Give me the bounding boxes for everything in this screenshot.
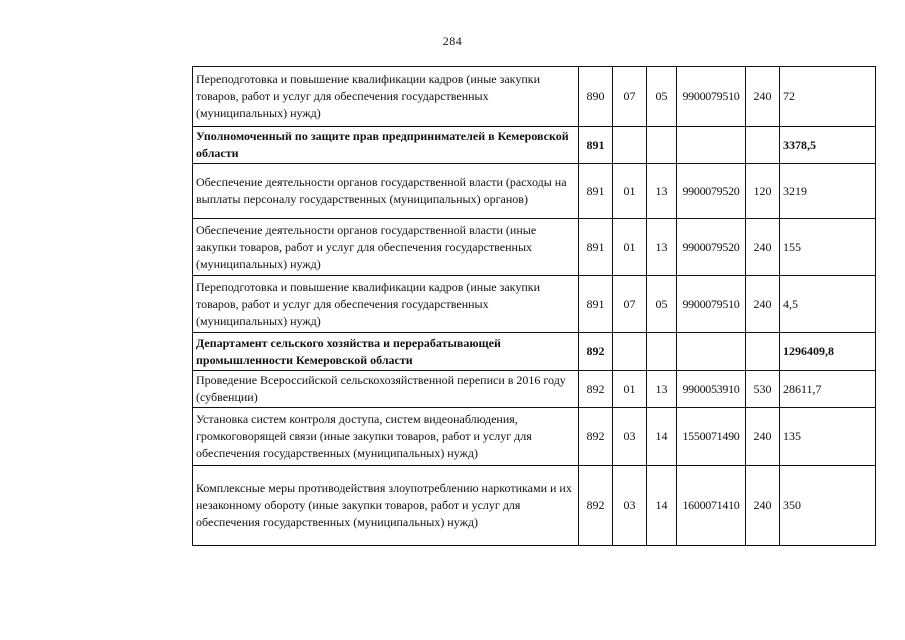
row-subsection: 14 [647, 408, 677, 466]
row-expense-type: 240 [746, 219, 780, 276]
row-name: Проведение Всероссийской сельскохозяйственной переписи в 2016 году (субвенции) [193, 371, 579, 408]
table-row [193, 333, 876, 371]
row-org-code: 892 [579, 371, 613, 408]
row-target-code: 1600071410 [677, 466, 746, 546]
row-name: Переподготовка и повышение квалификации кадров (иные закупки товаров, работ и услуг для обеспечения государственных (муниципальных) нужд) [193, 67, 579, 127]
row-target-code: 9900079520 [677, 164, 746, 219]
row-sum: 155 [780, 219, 876, 276]
row-target-code: 9900079520 [677, 219, 746, 276]
row-subsection: 05 [647, 276, 677, 333]
row-target-code: 9900053910 [677, 371, 746, 408]
row-subsection: 13 [647, 164, 677, 219]
table-row [193, 408, 876, 466]
table-row [193, 276, 876, 333]
row-expense-type: 240 [746, 408, 780, 466]
table-row [193, 67, 876, 127]
row-section: 03 [613, 408, 647, 466]
row-subsection: 13 [647, 219, 677, 276]
row-section: 03 [613, 466, 647, 546]
row-expense-type: 530 [746, 371, 780, 408]
row-org-code: 891 [579, 276, 613, 333]
table-row [193, 127, 876, 164]
row-section: 01 [613, 164, 647, 219]
row-target-code [677, 127, 746, 164]
row-name: Комплексные меры противодействия злоупотреблению наркотиками и их незаконному обороту (иные закупки товаров, работ и услуг для обеспечения государственных (муниципальных) нужд) [193, 466, 579, 546]
row-sum: 4,5 [780, 276, 876, 333]
row-target-code: 9900079510 [677, 276, 746, 333]
table-row [193, 466, 876, 546]
row-target-code: 1550071490 [677, 408, 746, 466]
row-section: 07 [613, 276, 647, 333]
row-name: Обеспечение деятельности органов государственной власти (расходы на выплаты персоналу государственных (муниципальных) органов) [193, 164, 579, 219]
row-org-code: 892 [579, 466, 613, 546]
table-row [193, 219, 876, 276]
table-row [193, 164, 876, 219]
row-expense-type: 240 [746, 466, 780, 546]
row-expense-type: 240 [746, 67, 780, 127]
budget-table [192, 66, 876, 546]
row-target-code: 9900079510 [677, 67, 746, 127]
row-subsection [647, 127, 677, 164]
row-sum: 135 [780, 408, 876, 466]
row-name: Департамент сельского хозяйства и перерабатывающей промышленности Кемеровской области [193, 333, 579, 371]
row-section [613, 127, 647, 164]
row-name: Установка систем контроля доступа, систем видеонаблюдения, громкоговорящей связи (иные закупки товаров, работ и услуг для обеспечения государственных (муниципальных) нужд) [193, 408, 579, 466]
row-section [613, 333, 647, 371]
row-subsection: 14 [647, 466, 677, 546]
row-sum: 350 [780, 466, 876, 546]
row-sum: 3219 [780, 164, 876, 219]
row-expense-type [746, 333, 780, 371]
row-sum: 3378,5 [780, 127, 876, 164]
row-subsection: 13 [647, 371, 677, 408]
row-subsection: 05 [647, 67, 677, 127]
row-org-code: 891 [579, 164, 613, 219]
row-org-code: 891 [579, 127, 613, 164]
row-expense-type: 240 [746, 276, 780, 333]
row-expense-type [746, 127, 780, 164]
row-subsection [647, 333, 677, 371]
row-target-code [677, 333, 746, 371]
row-sum: 72 [780, 67, 876, 127]
row-section: 01 [613, 219, 647, 276]
row-sum: 1296409,8 [780, 333, 876, 371]
row-org-code: 890 [579, 67, 613, 127]
row-expense-type: 120 [746, 164, 780, 219]
page-number: 284 [442, 34, 463, 48]
row-section: 01 [613, 371, 647, 408]
table-row [193, 371, 876, 408]
row-org-code: 892 [579, 333, 613, 371]
row-org-code: 891 [579, 219, 613, 276]
row-name: Уполномоченный по защите прав предпринимателей в Кемеровской области [193, 127, 579, 164]
row-name: Обеспечение деятельности органов государственной власти (иные закупки товаров, работ и услуг для обеспечения государственных (муниципальных) нужд) [193, 219, 579, 276]
row-sum: 28611,7 [780, 371, 876, 408]
row-section: 07 [613, 67, 647, 127]
row-name: Переподготовка и повышение квалификации кадров (иные закупки товаров, работ и услуг для обеспечения государственных (муниципальных) нужд) [193, 276, 579, 333]
row-org-code: 892 [579, 408, 613, 466]
